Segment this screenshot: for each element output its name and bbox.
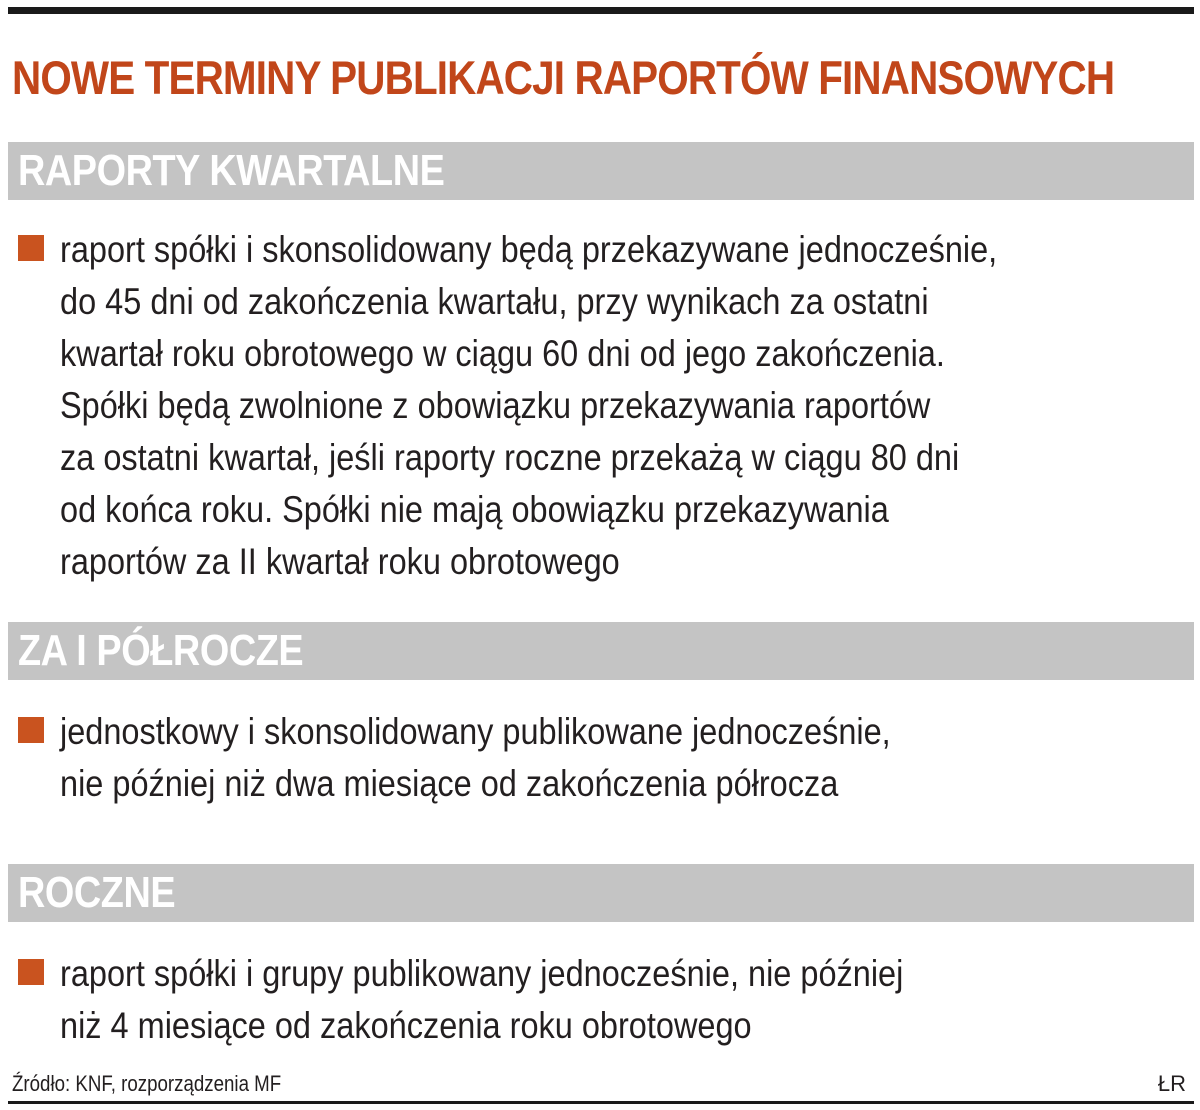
text-line: kwartał roku obrotowego w ciągu 60 dni od jego zakończenia. — [60, 333, 945, 374]
page-title: NOWE TERMINY PUBLIKACJI RAPORTÓW FINANSOWYCH — [12, 51, 1115, 104]
text-line: do 45 dni od zakończenia kwartału, przy wynikach za ostatni — [60, 281, 929, 322]
section-heading-quarterly: RAPORTY KWARTALNE — [18, 146, 445, 195]
item-text-annual — [60, 948, 1149, 1052]
text-line: za ostatni kwartał, jeśli raporty roczne przekażą w ciągu 80 dni — [60, 437, 960, 478]
text-line: nie później niż dwa miesiące od zakończenia półrocza — [60, 763, 839, 804]
item-text-quarterly — [60, 224, 1149, 588]
section-heading-half-year: ZA I PÓŁROCZE — [18, 626, 304, 675]
text-line: od końca roku. Spółki nie mają obowiązku przekazywania — [60, 489, 889, 530]
top-rule — [8, 7, 1194, 14]
text-line: raport spółki i grupy publikowany jednocześnie, nie później — [60, 953, 904, 994]
section-heading-annual: ROCZNE — [18, 868, 176, 917]
bottom-rule — [8, 1101, 1194, 1104]
section-band-annual — [8, 864, 1194, 922]
text-line: Spółki będą zwolnione z obowiązku przekazywania raportów — [60, 385, 931, 426]
section-band-quarterly — [8, 142, 1194, 200]
square-bullet-icon — [18, 959, 44, 985]
author-credit: ŁR — [1157, 1071, 1186, 1096]
text-line: raport spółki i skonsolidowany będą przekazywane jednocześnie, — [60, 229, 998, 270]
square-bullet-icon — [18, 235, 44, 261]
source-note: Źródło: KNF, rozporządzenia MF — [12, 1071, 282, 1096]
item-text-half-year — [60, 706, 1149, 810]
text-line: jednostkowy i skonsolidowany publikowane jednocześnie, — [60, 711, 891, 752]
square-bullet-icon — [18, 717, 44, 743]
text-line: raportów za II kwartał roku obrotowego — [60, 541, 620, 582]
section-band-half-year — [8, 622, 1194, 680]
text-line: niż 4 miesiące od zakończenia roku obrotowego — [60, 1005, 752, 1046]
